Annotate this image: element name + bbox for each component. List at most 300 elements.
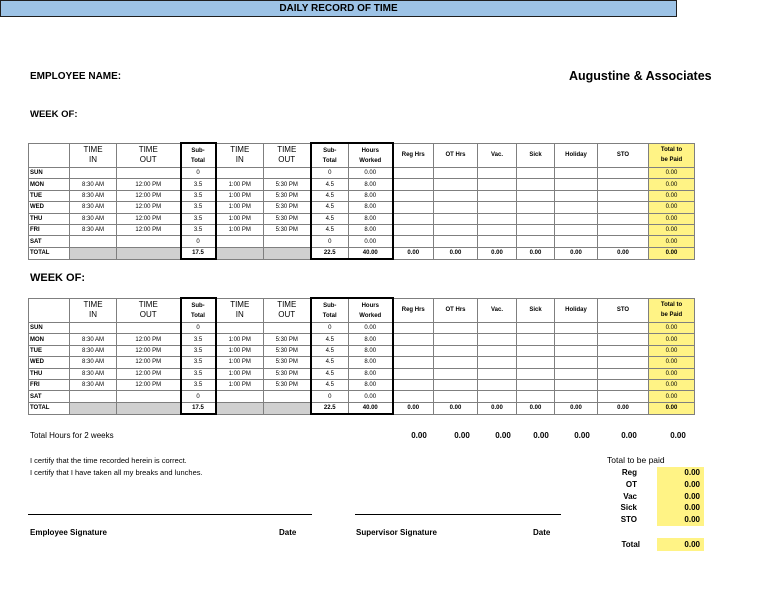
day-cell: MON (29, 334, 70, 345)
hours-worked-cell: 8.00 (349, 379, 393, 390)
subtotal-cell: 4.5 (311, 213, 349, 224)
total-paid-cell: 0.00 (649, 190, 695, 201)
subtotal-cell: 4.5 (311, 190, 349, 201)
time-out-cell (264, 391, 311, 402)
ot-hrs-header: OT Hrs (434, 143, 478, 168)
table-row (29, 224, 695, 235)
reg-hrs-cell (393, 168, 434, 179)
hours-worked-cell: 8.00 (349, 368, 393, 379)
sto-cell (598, 202, 649, 213)
time-in-cell: 8:30 AM (70, 379, 117, 390)
time-in-cell: 1:00 PM (216, 202, 264, 213)
time-out-cell (117, 323, 181, 334)
hours-worked-total-cell: 40.00 (349, 247, 393, 259)
reg-hrs-cell (393, 236, 434, 247)
summary-value: 0.00 (657, 514, 704, 526)
reg-hrs-cell (393, 334, 434, 345)
vac-cell (478, 202, 517, 213)
time-in-cell (70, 168, 117, 179)
sto-total-cell: 0.00 (598, 402, 649, 414)
total-paid-cell: 0.00 (649, 224, 695, 235)
blank-cell (264, 402, 311, 414)
summary-label: STO (620, 515, 637, 524)
total-paid-cell: 0.00 (649, 323, 695, 334)
subtotal-cell: 3.5 (181, 213, 216, 224)
hours-worked-cell: 0.00 (349, 391, 393, 402)
ot-hrs-cell (434, 368, 478, 379)
sto-cell (598, 357, 649, 368)
hours-worked-cell: 8.00 (349, 213, 393, 224)
ot-hrs-cell (434, 190, 478, 201)
sto-header: STO (598, 143, 649, 168)
time-in-cell: 1:00 PM (216, 379, 264, 390)
sick-cell (517, 224, 555, 235)
vac-total-cell: 0.00 (478, 402, 517, 414)
total-paid-header: Total to be Paid (649, 143, 695, 168)
blank-cell (264, 247, 311, 259)
day-cell: WED (29, 202, 70, 213)
table-row (29, 168, 695, 179)
day-cell: TUE (29, 190, 70, 201)
blank-cell (117, 247, 181, 259)
hours-worked-cell: 8.00 (349, 345, 393, 356)
time-in-cell: 8:30 AM (70, 224, 117, 235)
table-row (29, 345, 695, 356)
time-out-cell: 12:00 PM (117, 345, 181, 356)
vac-cell (478, 368, 517, 379)
holiday-cell (555, 213, 598, 224)
time-in-cell: 8:30 AM (70, 202, 117, 213)
blank-cell (216, 247, 264, 259)
day-cell: MON (29, 179, 70, 190)
subtotal-cell: 3.5 (181, 345, 216, 356)
sto-cell (598, 345, 649, 356)
time-in-cell: 1:00 PM (216, 357, 264, 368)
ot-hrs-cell (434, 224, 478, 235)
time-out-cell: 12:00 PM (117, 334, 181, 345)
blank-cell (117, 402, 181, 414)
subtotal-cell: 4.5 (311, 224, 349, 235)
total-label-cell: TOTAL (29, 247, 70, 259)
total-paid-cell: 0.00 (649, 202, 695, 213)
sick-cell (517, 190, 555, 201)
ot-hrs-cell (434, 213, 478, 224)
total-paid-cell: 0.00 (649, 334, 695, 345)
time-in-cell (216, 391, 264, 402)
day-cell: SAT (29, 391, 70, 402)
two-week-vac: 0.00 (495, 431, 511, 440)
subtotal-cell: 4.5 (311, 179, 349, 190)
time-out-cell: 12:00 PM (117, 190, 181, 201)
time-in-cell: 8:30 AM (70, 368, 117, 379)
blank-cell (70, 402, 117, 414)
table-row (29, 236, 695, 247)
blank-cell (70, 247, 117, 259)
total-paid-cell: 0.00 (649, 357, 695, 368)
two-week-sto: 0.00 (621, 431, 637, 440)
subtotal-total-cell: 17.5 (181, 402, 216, 414)
subtotal-cell: 4.5 (311, 345, 349, 356)
hours-worked-cell: 0.00 (349, 236, 393, 247)
subtotal-total-cell: 17.5 (181, 247, 216, 259)
day-cell: SUN (29, 168, 70, 179)
time-out-cell (264, 323, 311, 334)
reg-hrs-cell (393, 179, 434, 190)
total-paid-cell: 0.00 (649, 345, 695, 356)
time-out-cell (264, 236, 311, 247)
vac-cell (478, 345, 517, 356)
two-week-paid: 0.00 (670, 431, 686, 440)
header-row (29, 143, 695, 168)
vac-cell (478, 334, 517, 345)
total-paid-cell: 0.00 (649, 168, 695, 179)
time-in-cell (70, 236, 117, 247)
certify-line-2: I certify that I have taken all my breaks and lunches. (30, 468, 203, 477)
sto-cell (598, 179, 649, 190)
day-cell: SAT (29, 236, 70, 247)
sick-header: Sick (517, 298, 555, 323)
ot-hrs-total-cell: 0.00 (434, 402, 478, 414)
time-out-cell: 5:30 PM (264, 224, 311, 235)
hours-worked-cell: 8.00 (349, 224, 393, 235)
sto-header: STO (598, 298, 649, 323)
total-paid-total-cell: 0.00 (649, 247, 695, 259)
hours-worked-header: Hours Worked (349, 143, 393, 168)
time-in-header: TIME IN (216, 298, 264, 323)
table-row (29, 323, 695, 334)
subtotal-cell: 4.5 (311, 368, 349, 379)
time-in-cell: 1:00 PM (216, 334, 264, 345)
time-in-cell: 8:30 AM (70, 213, 117, 224)
subtotal-cell: 3.5 (181, 202, 216, 213)
holiday-cell (555, 379, 598, 390)
holiday-cell (555, 357, 598, 368)
time-in-cell: 1:00 PM (216, 345, 264, 356)
time-out-cell: 12:00 PM (117, 357, 181, 368)
day-cell: WED (29, 357, 70, 368)
summary-label: Vac (623, 492, 637, 501)
reg-hrs-header: Reg Hrs (393, 298, 434, 323)
company-name: Augustine & Associates (569, 69, 712, 83)
ot-hrs-cell (434, 236, 478, 247)
ot-hrs-cell (434, 202, 478, 213)
two-week-ot: 0.00 (454, 431, 470, 440)
blank-cell (216, 402, 264, 414)
hours-worked-header: Hours Worked (349, 298, 393, 323)
holiday-cell (555, 334, 598, 345)
timesheet-table-week-2 (28, 297, 695, 415)
time-out-cell: 5:30 PM (264, 379, 311, 390)
time-out-cell: 12:00 PM (117, 179, 181, 190)
sick-cell (517, 323, 555, 334)
subtotal-cell: 0 (311, 391, 349, 402)
reg-hrs-cell (393, 368, 434, 379)
reg-hrs-cell (393, 190, 434, 201)
day-cell: SUN (29, 323, 70, 334)
table-row (29, 368, 695, 379)
ot-hrs-cell (434, 334, 478, 345)
vac-cell (478, 213, 517, 224)
table-row (29, 213, 695, 224)
sick-cell (517, 379, 555, 390)
time-in-header: TIME IN (70, 143, 117, 168)
time-in-cell: 1:00 PM (216, 179, 264, 190)
sick-header: Sick (517, 143, 555, 168)
vac-header: Vac. (478, 298, 517, 323)
subtotal-total-cell: 22.5 (311, 402, 349, 414)
summary-title: Total to be paid (607, 455, 665, 465)
time-in-cell: 8:30 AM (70, 334, 117, 345)
subtotal-cell: 0 (311, 323, 349, 334)
subtotal-cell: 4.5 (311, 334, 349, 345)
summary-label: Reg (621, 468, 637, 477)
time-out-cell (264, 168, 311, 179)
ot-hrs-cell (434, 323, 478, 334)
reg-hrs-cell (393, 391, 434, 402)
ot-hrs-cell (434, 391, 478, 402)
header-row (29, 298, 695, 323)
total-paid-cell: 0.00 (649, 368, 695, 379)
time-in-cell: 8:30 AM (70, 190, 117, 201)
subtotal-header: Sub- Total (311, 298, 349, 323)
vac-cell (478, 224, 517, 235)
subtotal-cell: 0 (181, 236, 216, 247)
holiday-cell (555, 168, 598, 179)
subtotal-cell: 0 (311, 236, 349, 247)
subtotal-cell: 3.5 (181, 368, 216, 379)
sick-cell (517, 357, 555, 368)
holiday-cell (555, 179, 598, 190)
holiday-cell (555, 224, 598, 235)
table-row (29, 379, 695, 390)
sto-total-cell: 0.00 (598, 247, 649, 259)
hours-worked-cell: 8.00 (349, 179, 393, 190)
holiday-cell (555, 190, 598, 201)
time-out-header: TIME OUT (264, 298, 311, 323)
subtotal-cell: 0 (181, 323, 216, 334)
reg-hrs-header: Reg Hrs (393, 143, 434, 168)
holiday-total-cell: 0.00 (555, 247, 598, 259)
time-out-cell: 12:00 PM (117, 379, 181, 390)
two-week-reg: 0.00 (411, 431, 427, 440)
vac-cell (478, 391, 517, 402)
subtotal-cell: 3.5 (181, 179, 216, 190)
day-cell: FRI (29, 224, 70, 235)
time-in-cell: 8:30 AM (70, 345, 117, 356)
vac-cell (478, 190, 517, 201)
vac-cell (478, 179, 517, 190)
holiday-cell (555, 391, 598, 402)
sick-cell (517, 213, 555, 224)
time-in-cell: 8:30 AM (70, 357, 117, 368)
sick-cell (517, 168, 555, 179)
ot-hrs-cell (434, 345, 478, 356)
subtotal-cell: 4.5 (311, 357, 349, 368)
reg-hrs-total-cell: 0.00 (393, 247, 434, 259)
holiday-header: Holiday (555, 143, 598, 168)
subtotal-cell: 3.5 (181, 379, 216, 390)
vac-cell (478, 168, 517, 179)
sick-total-cell: 0.00 (517, 402, 555, 414)
subtotal-cell: 3.5 (181, 190, 216, 201)
vac-cell (478, 323, 517, 334)
summary-value: 0.00 (657, 467, 704, 479)
holiday-cell (555, 236, 598, 247)
total-paid-header: Total to be Paid (649, 298, 695, 323)
time-out-cell: 5:30 PM (264, 334, 311, 345)
page-title: DAILY RECORD OF TIME (0, 0, 677, 17)
timesheet-table-week-1 (28, 142, 695, 260)
total-paid-cell: 0.00 (649, 391, 695, 402)
time-out-header: TIME OUT (117, 298, 181, 323)
subtotal-cell: 3.5 (181, 357, 216, 368)
date-label-employee: Date (279, 528, 297, 537)
supervisor-signature-label: Supervisor Signature (356, 528, 437, 537)
time-in-cell: 1:00 PM (216, 190, 264, 201)
sick-cell (517, 202, 555, 213)
holiday-cell (555, 368, 598, 379)
table-row (29, 391, 695, 402)
time-out-cell: 12:00 PM (117, 368, 181, 379)
holiday-total-cell: 0.00 (555, 402, 598, 414)
time-out-cell: 5:30 PM (264, 179, 311, 190)
hours-worked-cell: 8.00 (349, 334, 393, 345)
sto-cell (598, 190, 649, 201)
two-week-total-label: Total Hours for 2 weeks (30, 431, 114, 440)
day-cell: TUE (29, 345, 70, 356)
blank-header (29, 298, 70, 323)
time-in-header: TIME IN (216, 143, 264, 168)
sick-total-cell: 0.00 (517, 247, 555, 259)
time-in-cell (70, 391, 117, 402)
summary-value: 0.00 (657, 502, 704, 514)
time-in-cell (216, 168, 264, 179)
hours-worked-total-cell: 40.00 (349, 402, 393, 414)
subtotal-cell: 0 (311, 168, 349, 179)
holiday-cell (555, 202, 598, 213)
subtotal-cell: 4.5 (311, 202, 349, 213)
summary-label: Sick (620, 503, 637, 512)
reg-hrs-cell (393, 224, 434, 235)
sto-cell (598, 334, 649, 345)
time-out-cell: 5:30 PM (264, 202, 311, 213)
sick-cell (517, 368, 555, 379)
employee-name-label: EMPLOYEE NAME: (30, 71, 122, 82)
reg-hrs-cell (393, 379, 434, 390)
sick-cell (517, 345, 555, 356)
employee-signature-label: Employee Signature (30, 528, 107, 537)
time-out-cell (117, 168, 181, 179)
time-in-cell: 1:00 PM (216, 368, 264, 379)
time-out-cell: 12:00 PM (117, 202, 181, 213)
blank-header (29, 143, 70, 168)
hours-worked-cell: 8.00 (349, 190, 393, 201)
subtotal-cell: 0 (181, 168, 216, 179)
ot-hrs-cell (434, 379, 478, 390)
date-label-supervisor: Date (533, 528, 551, 537)
time-in-cell: 1:00 PM (216, 224, 264, 235)
summary-value: 0.00 (657, 491, 704, 503)
sto-cell (598, 323, 649, 334)
sto-cell (598, 368, 649, 379)
table-row (29, 179, 695, 190)
total-paid-cell: 0.00 (649, 236, 695, 247)
subtotal-header: Sub- Total (181, 143, 216, 168)
hours-worked-cell: 8.00 (349, 357, 393, 368)
ot-hrs-cell (434, 357, 478, 368)
subtotal-total-cell: 22.5 (311, 247, 349, 259)
reg-hrs-cell (393, 345, 434, 356)
summary-total-label: Total (621, 540, 640, 549)
time-out-cell: 5:30 PM (264, 190, 311, 201)
time-out-cell: 5:30 PM (264, 357, 311, 368)
two-week-sick: 0.00 (533, 431, 549, 440)
reg-hrs-cell (393, 323, 434, 334)
time-in-cell (216, 323, 264, 334)
time-in-cell: 8:30 AM (70, 179, 117, 190)
vac-cell (478, 379, 517, 390)
total-row (29, 402, 695, 414)
ot-hrs-header: OT Hrs (434, 298, 478, 323)
sick-cell (517, 334, 555, 345)
reg-hrs-total-cell: 0.00 (393, 402, 434, 414)
reg-hrs-cell (393, 213, 434, 224)
time-out-cell (117, 236, 181, 247)
vac-total-cell: 0.00 (478, 247, 517, 259)
table-row (29, 202, 695, 213)
time-in-cell (70, 323, 117, 334)
total-paid-cell: 0.00 (649, 213, 695, 224)
two-week-holiday: 0.00 (574, 431, 590, 440)
employee-signature-line (28, 514, 312, 515)
time-out-cell: 12:00 PM (117, 213, 181, 224)
time-in-cell: 1:00 PM (216, 213, 264, 224)
holiday-cell (555, 345, 598, 356)
vac-cell (478, 236, 517, 247)
hours-worked-cell: 0.00 (349, 323, 393, 334)
time-out-cell (117, 391, 181, 402)
sto-cell (598, 224, 649, 235)
sto-cell (598, 379, 649, 390)
subtotal-header: Sub- Total (181, 298, 216, 323)
table-row (29, 334, 695, 345)
reg-hrs-cell (393, 202, 434, 213)
vac-cell (478, 357, 517, 368)
summary-total-value: 0.00 (657, 538, 704, 551)
certify-line-1: I certify that the time recorded herein is correct. (30, 456, 187, 465)
total-paid-total-cell: 0.00 (649, 402, 695, 414)
holiday-header: Holiday (555, 298, 598, 323)
reg-hrs-cell (393, 357, 434, 368)
time-out-header: TIME OUT (264, 143, 311, 168)
subtotal-cell: 4.5 (311, 379, 349, 390)
day-cell: FRI (29, 379, 70, 390)
sto-cell (598, 236, 649, 247)
time-out-cell: 5:30 PM (264, 345, 311, 356)
subtotal-cell: 3.5 (181, 334, 216, 345)
ot-hrs-total-cell: 0.00 (434, 247, 478, 259)
week-of-label-1: WEEK OF: (30, 109, 78, 120)
total-paid-cell: 0.00 (649, 179, 695, 190)
summary-label: OT (625, 480, 637, 489)
table-row (29, 357, 695, 368)
sto-cell (598, 168, 649, 179)
sick-cell (517, 236, 555, 247)
time-out-cell: 5:30 PM (264, 213, 311, 224)
time-in-cell (216, 236, 264, 247)
sto-cell (598, 213, 649, 224)
week-of-label-2: WEEK OF: (30, 272, 85, 284)
